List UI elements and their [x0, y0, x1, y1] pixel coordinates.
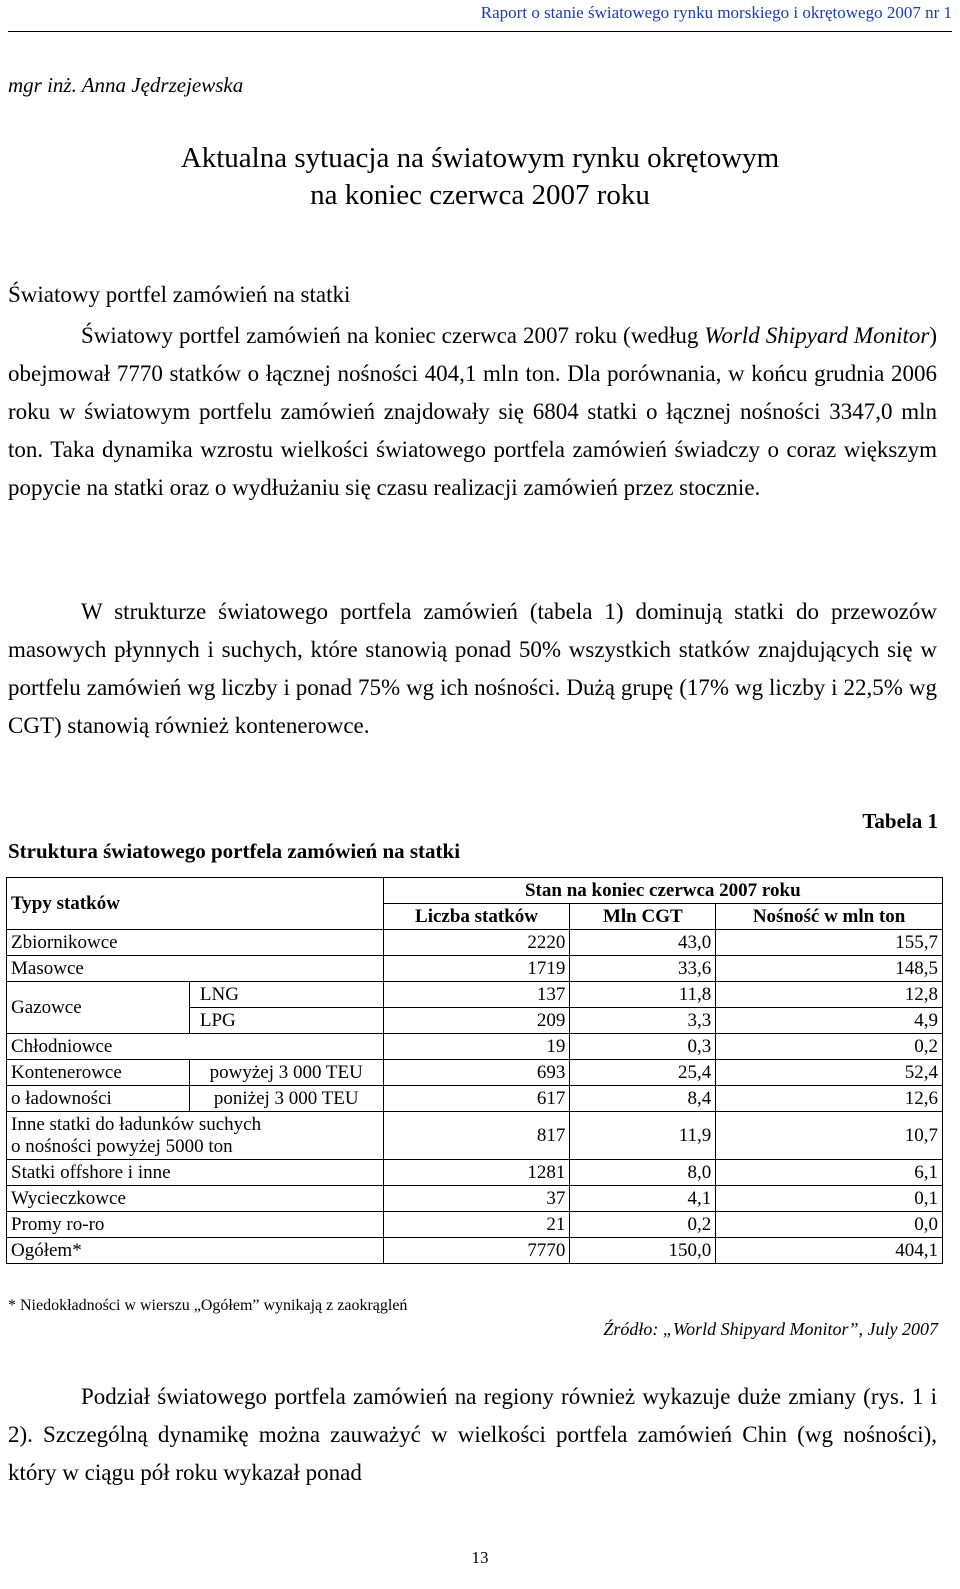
cell-count: 617	[383, 1086, 570, 1112]
row-group-label-line-2: o ładowności	[7, 1086, 190, 1112]
paragraph-2	[8, 593, 937, 745]
article-title	[8, 140, 952, 214]
table-footnote: * Niedokładności w wierszu „Ogółem” wynikają z zaokrągleń	[8, 1297, 408, 1314]
header-ship-types: Typy statków	[7, 878, 384, 930]
cell-deadweight: 10,7	[716, 1112, 943, 1160]
cell-cgt: 0,3	[570, 1034, 716, 1060]
header-ship-count: Liczba statków	[383, 904, 570, 930]
cell-cgt: 3,3	[570, 1008, 716, 1034]
table-row	[7, 1186, 943, 1212]
row-label: Masowce	[7, 956, 384, 982]
paragraph-1-source: World Shipyard Monitor	[704, 323, 930, 348]
total-cgt: 150,0	[570, 1238, 716, 1264]
header-divider	[8, 31, 952, 32]
cell-count: 21	[383, 1212, 570, 1238]
row-sublabel: poniżej 3 000 TEU	[189, 1086, 383, 1112]
cell-cgt: 43,0	[570, 930, 716, 956]
cell-cgt: 25,4	[570, 1060, 716, 1086]
paragraph-1-part-1: Światowy portfel zamówień na koniec czerwca 2007 roku (według	[81, 323, 705, 348]
cell-deadweight: 0,2	[716, 1034, 943, 1060]
cell-deadweight: 155,7	[716, 930, 943, 956]
paragraph-1	[8, 317, 937, 507]
section-heading: Światowy portfel zamówień na statki	[8, 282, 351, 307]
paragraph-1-part-2: ) obejmował 7770 statków o łącznej nośności 404,1 mln ton. Dla porównania, w końcu grudnia 2006 roku w światowym portfelu zamówień znajdowały się 6804 statki o łącznej nośności 3347,0 mln ton. Taka dynamika wzrostu wielkości światowego portfela zamówień świadczy o coraz większym popycie na statki oraz o wydłużaniu się czasu realizacji zamówień przez stocznie.	[8, 323, 937, 500]
row-group-label-line-1: Kontenerowce	[7, 1060, 190, 1086]
table-header-row	[7, 878, 943, 904]
row-label: Zbiornikowce	[7, 930, 384, 956]
row-label: Promy ro-ro	[7, 1212, 384, 1238]
cell-count: 817	[383, 1112, 570, 1160]
cell-deadweight: 0,1	[716, 1186, 943, 1212]
cell-deadweight: 12,6	[716, 1086, 943, 1112]
cell-deadweight: 52,4	[716, 1060, 943, 1086]
cell-count: 137	[383, 982, 570, 1008]
cell-count: 1281	[383, 1160, 570, 1186]
row-label: Chłodniowce	[7, 1034, 384, 1060]
cell-cgt: 11,9	[570, 1112, 716, 1160]
page-number: 13	[471, 1548, 489, 1567]
cell-count: 37	[383, 1186, 570, 1212]
row-group-label: Gazowce	[7, 982, 190, 1034]
cell-count: 2220	[383, 930, 570, 956]
row-label: Wycieczkowce	[7, 1186, 384, 1212]
cell-deadweight: 148,5	[716, 956, 943, 982]
table-row	[7, 1212, 943, 1238]
title-line-2: na koniec czerwca 2007 roku	[310, 179, 650, 211]
row-label-line-1: Inne statki do ładunków suchych	[11, 1114, 262, 1135]
author-name: mgr inż. Anna Jędrzejewska	[8, 73, 244, 97]
table-caption: Struktura światowego portfela zamówień na statki	[8, 839, 461, 863]
cell-count: 693	[383, 1060, 570, 1086]
table-label: Tabela 1	[862, 809, 938, 833]
cell-count: 19	[383, 1034, 570, 1060]
row-label-line-2: o nośności powyżej 5000 ton	[11, 1136, 233, 1157]
cell-deadweight: 0,0	[716, 1212, 943, 1238]
table-row	[7, 930, 943, 956]
cell-count: 1719	[383, 956, 570, 982]
cell-deadweight: 6,1	[716, 1160, 943, 1186]
table-row	[7, 1112, 943, 1160]
title-line-1: Aktualna sytuacja na światowym rynku okrętowym	[180, 142, 780, 174]
total-count: 7770	[383, 1238, 570, 1264]
table-row	[7, 1086, 943, 1112]
table-row	[7, 1160, 943, 1186]
row-sublabel: LPG	[189, 1008, 383, 1034]
row-label	[7, 1112, 384, 1160]
paragraph-3	[8, 1378, 937, 1492]
cell-cgt: 0,2	[570, 1212, 716, 1238]
cell-count: 209	[383, 1008, 570, 1034]
total-label: Ogółem*	[7, 1238, 384, 1264]
cell-cgt: 4,1	[570, 1186, 716, 1212]
cell-cgt: 33,6	[570, 956, 716, 982]
table-row	[7, 956, 943, 982]
cell-deadweight: 12,8	[716, 982, 943, 1008]
running-header: Raport o stanie światowego rynku morskiego i okrętowego 2007 nr 1	[480, 3, 952, 22]
table-row	[7, 1034, 943, 1060]
total-deadweight: 404,1	[716, 1238, 943, 1264]
table-row	[7, 982, 943, 1008]
header-deadweight: Nośność w mln ton	[716, 904, 943, 930]
cell-cgt: 11,8	[570, 982, 716, 1008]
cell-cgt: 8,0	[570, 1160, 716, 1186]
row-sublabel: LNG	[189, 982, 383, 1008]
cell-cgt: 8,4	[570, 1086, 716, 1112]
table-total-row	[7, 1238, 943, 1264]
header-cgt: Mln CGT	[570, 904, 716, 930]
table-source: Źródło: „World Shipyard Monitor”, July 2007	[603, 1319, 938, 1339]
row-label: Statki offshore i inne	[7, 1160, 384, 1186]
row-sublabel: powyżej 3 000 TEU	[189, 1060, 383, 1086]
paragraph-2-text: W strukturze światowego portfela zamówień (tabela 1) dominują statki do przewozów masowych płynnych i suchych, które stanowią ponad 50% wszystkich statków znajdujących się w portfelu zamówień wg liczby i ponad 75% wg ich nośności. Dużą grupę (17% wg liczby i 22,5% wg CGT) stanowią również kontenerowce.	[8, 599, 937, 738]
header-period: Stan na koniec czerwca 2007 roku	[383, 878, 942, 904]
cell-deadweight: 4,9	[716, 1008, 943, 1034]
table-row	[7, 1060, 943, 1086]
paragraph-3-text: Podział światowego portfela zamówień na regiony również wykazuje duże zmiany (rys. 1 i 2). Szczególną dynamikę można zauważyć w wielkości portfela zamówień Chin (wg nośności), który w ciągu pół roku wykazał ponad	[8, 1384, 937, 1485]
order-book-table	[6, 877, 943, 1264]
